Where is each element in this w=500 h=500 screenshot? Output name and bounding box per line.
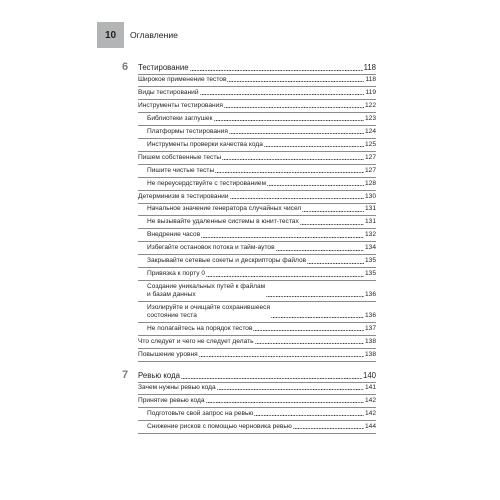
rule-line — [138, 215, 376, 216]
toc-entry[interactable] — [147, 410, 376, 418]
toc-entry[interactable] — [138, 397, 376, 405]
entry-title: Инструменты тестирования — [138, 101, 223, 109]
entry-title: Платформы тестирования — [147, 127, 228, 135]
toc-entry[interactable] — [147, 283, 376, 299]
toc-entry[interactable] — [147, 231, 376, 239]
chapter-page: 118 — [363, 63, 376, 72]
entry-page: 127 — [364, 153, 376, 161]
entry-title: Создание уникальных путей к файлам и базам данных — [147, 282, 266, 298]
dot-leader — [217, 389, 364, 390]
entry-page: 127 — [364, 166, 376, 174]
entry-title: Принятие ревью кода — [138, 396, 205, 404]
entry-page: 119 — [365, 88, 376, 96]
entry-title: Широкое применение тестов — [138, 75, 227, 83]
toc-entry[interactable] — [147, 244, 376, 252]
rule-line — [138, 241, 376, 242]
entry-page: 118 — [365, 75, 376, 83]
dot-leader — [206, 402, 364, 403]
entry-title: Детерминизм в тестировании — [138, 192, 229, 200]
chapter-page: 140 — [362, 371, 376, 380]
entry-page: 124 — [364, 127, 376, 135]
toc-entry[interactable] — [138, 338, 376, 346]
entry-title: Снижение рисков с помощью черновика ревью — [147, 422, 292, 430]
chapter-heading[interactable] — [138, 62, 376, 72]
dot-leader — [255, 343, 364, 344]
rule-line — [138, 99, 376, 100]
rule-line — [138, 420, 376, 421]
rule-line — [138, 138, 376, 139]
rule-line — [138, 361, 376, 362]
entry-page: 136 — [364, 311, 376, 319]
entry-page: 138 — [364, 350, 376, 358]
toc-entry[interactable] — [147, 423, 376, 431]
entry-title: Пишем собственные тесты — [138, 153, 222, 161]
entry-page: 130 — [364, 192, 376, 200]
entry-page: 137 — [364, 324, 376, 332]
dot-leader — [229, 133, 364, 134]
chapter-title: Ревью кода — [138, 371, 180, 380]
entry-title: Подготовьте свой запрос на ревью — [147, 409, 254, 417]
dot-leader — [181, 378, 362, 379]
dot-leader — [199, 356, 364, 357]
dot-leader — [307, 263, 364, 264]
entry-title: Не полагайтесь на порядок тестов — [147, 324, 253, 332]
entry-page: 135 — [364, 270, 376, 278]
rule-line — [138, 407, 376, 408]
rule-line — [138, 433, 376, 434]
toc-entry[interactable] — [138, 384, 376, 392]
toc-entry[interactable] — [147, 257, 376, 265]
toc-entry[interactable] — [138, 89, 376, 97]
dot-leader — [293, 428, 364, 429]
entry-title: Инструменты проверки качества кода — [147, 140, 263, 148]
toc-entry[interactable] — [138, 76, 376, 84]
page-number: 10 — [97, 22, 124, 48]
entry-title: Не вызывайте удаленные системы в юнит-тестах — [147, 218, 299, 226]
entry-page: 142 — [364, 396, 376, 404]
entry-title: Привязка к порту 0 — [147, 270, 206, 278]
toc-entry[interactable] — [147, 167, 376, 175]
entry-title: Не переусердствуйте с тестированием — [147, 179, 267, 187]
dot-leader — [201, 237, 364, 238]
dot-leader — [271, 317, 364, 318]
dot-leader — [276, 250, 364, 251]
rule-line — [138, 151, 376, 152]
dot-leader — [222, 159, 364, 160]
entry-page: 144 — [364, 422, 376, 430]
dot-leader — [190, 70, 363, 71]
rule-line — [138, 280, 376, 281]
dot-leader — [300, 224, 364, 225]
entry-page: 138 — [364, 337, 376, 345]
entry-page: 142 — [364, 409, 376, 417]
rule-line — [138, 228, 376, 229]
dot-leader — [224, 107, 364, 108]
toc-entry[interactable] — [138, 193, 376, 201]
entry-page: 141 — [364, 383, 376, 391]
rule-line — [138, 125, 376, 126]
entry-title: Библиотеки заглушек — [147, 114, 213, 122]
toc-entry[interactable] — [147, 180, 376, 188]
rule-line — [138, 382, 376, 383]
toc-entry[interactable] — [147, 128, 376, 136]
rule-line — [138, 112, 376, 113]
rule-line — [138, 301, 376, 302]
dot-leader — [267, 185, 364, 186]
dot-leader — [230, 198, 364, 199]
entry-title: Зачем нужны ревью кода — [138, 383, 216, 391]
dot-leader — [227, 81, 364, 82]
dot-leader — [254, 415, 364, 416]
running-title: Оглавление — [130, 30, 178, 40]
entry-page: 128 — [364, 179, 376, 187]
rule-line — [138, 254, 376, 255]
entry-title: Что следует и чего не следует делать — [138, 337, 254, 345]
entry-title: Внедрение часов — [147, 231, 201, 239]
rule-line — [138, 190, 376, 191]
entry-title: Виды тестирований — [138, 88, 199, 96]
rule-line — [138, 203, 376, 204]
entry-title: Повышение уровня — [138, 350, 198, 358]
dot-leader — [215, 172, 364, 173]
toc-entry[interactable] — [147, 205, 376, 213]
toc-entry[interactable] — [147, 325, 376, 333]
entry-page: 131 — [364, 218, 376, 226]
entry-title: Изолируйте и очищайте сохранившееся состояние теста — [147, 303, 271, 319]
rule-line — [138, 74, 376, 75]
rule-line — [138, 394, 376, 395]
toc-entry[interactable] — [147, 115, 376, 123]
dot-leader — [253, 330, 364, 331]
entry-title: Начальное значение генератора случайных чисел — [147, 205, 302, 213]
entry-page: 123 — [364, 114, 376, 122]
toc-entry[interactable] — [147, 141, 376, 149]
entry-page: 134 — [364, 244, 376, 252]
chapter-number: 6 — [121, 61, 129, 73]
toc-entry[interactable] — [147, 304, 376, 320]
entry-page: 131 — [364, 205, 376, 213]
chapter-title: Тестирование — [138, 63, 189, 72]
entry-title: Избегайте остановок потока и тайм-аутов — [147, 244, 275, 252]
entry-page: 135 — [364, 257, 376, 265]
entry-page: 122 — [364, 101, 376, 109]
rule-line — [138, 86, 376, 87]
toc-entry[interactable] — [138, 351, 376, 359]
toc-entry[interactable] — [138, 102, 376, 110]
chapter-heading[interactable] — [138, 370, 376, 380]
entry-title: Закрывайте сетевые сокеты и дескрипторы файлов — [147, 257, 307, 265]
entry-page: 136 — [364, 290, 376, 298]
chapter-number: 7 — [121, 369, 129, 381]
rule-line — [138, 335, 376, 336]
entry-page: 125 — [364, 140, 376, 148]
entry-page: 132 — [364, 231, 376, 239]
dot-leader — [200, 94, 365, 95]
rule-line — [138, 348, 376, 349]
dot-leader — [214, 120, 364, 121]
rule-line — [138, 164, 376, 165]
toc-entry[interactable] — [138, 154, 376, 162]
toc-entry[interactable] — [147, 270, 376, 278]
rule-line — [138, 267, 376, 268]
toc-entry[interactable] — [147, 218, 376, 226]
rule-line — [138, 177, 376, 178]
dot-leader — [206, 276, 364, 277]
dot-leader — [264, 146, 364, 147]
entry-title: Пишите чистые тесты — [147, 166, 215, 174]
dot-leader — [266, 296, 364, 297]
dot-leader — [302, 211, 364, 212]
rule-line — [138, 322, 376, 323]
